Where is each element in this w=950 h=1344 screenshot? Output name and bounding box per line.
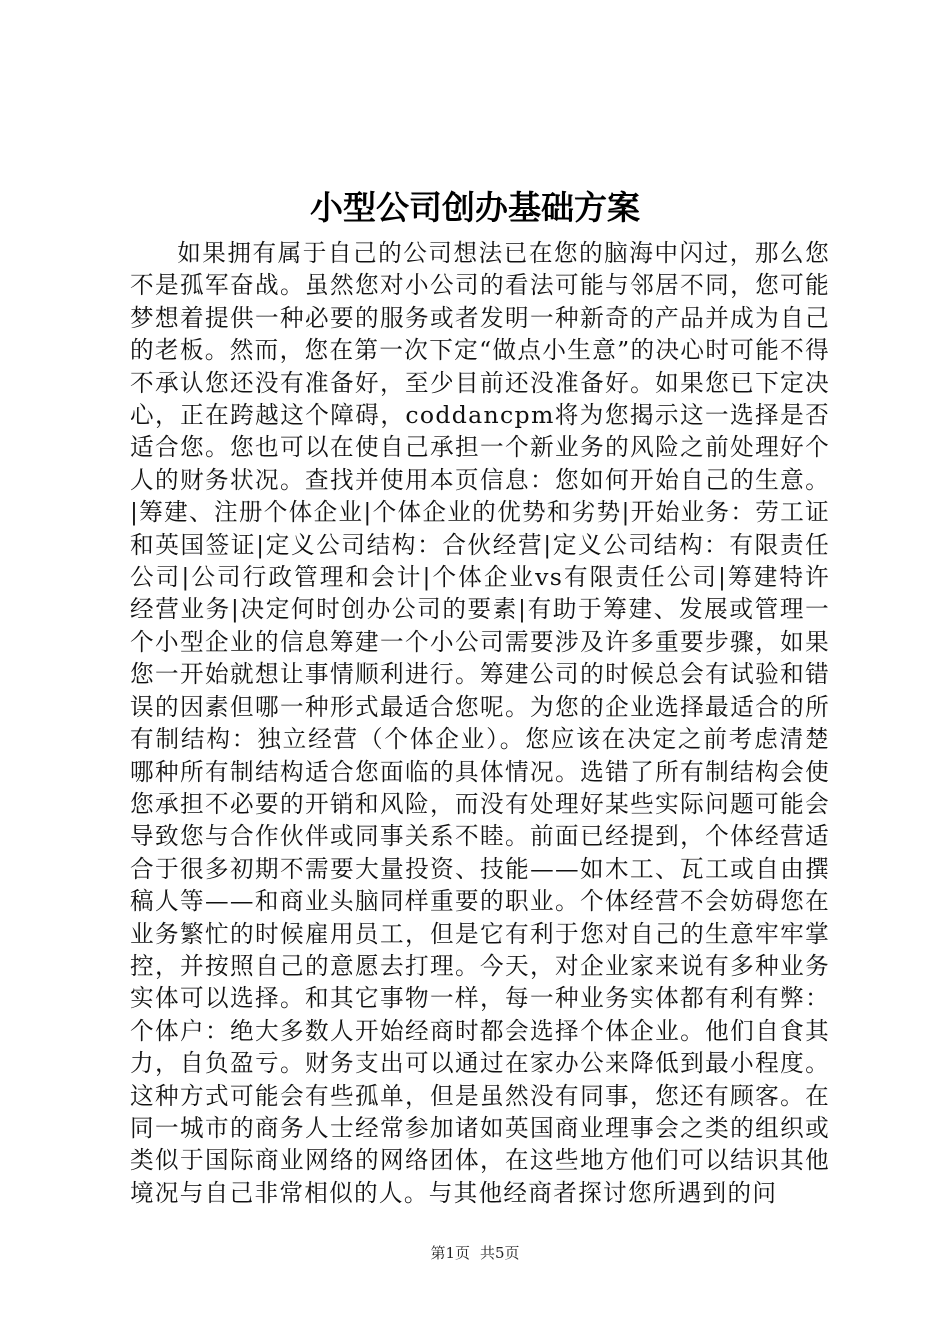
document-body: 如果拥有属于自己的公司想法已在您的脑海中闪过，那么您不是孤军奋战。虽然您对小公司的看法可能与邻居不同，您可能梦想着提供一种必要的服务或者发明一种新奇的产品并成为自己的老板。然而，您在第一次下定“做点小生意”的决心时可能不得不承认您还没有准备好，至少目前还没准备好。如果您已下定决心，正在跨越这个障碍，coddancpm将为您揭示这一选择是否适合您。您也可以在使自己承担一个新业务的风险之前处理好个人的财务状况。查找并使用本页信息：您如何开始自己的生意。|筹建、注册个体企业|个体企业的优势和劣势|开始业务：劳工证和英国签证|定义公司结构：合伙经营|定义公司结构：有限责任公司|公司行政管理和会计|个体企业vs有限责任公司|筹建特许经营业务|决定何时创办公司的要素|有助于筹建、发展或管理一个小型企业的信息筹建一个小公司需要涉及许多重要步骤，如果您一开始就想让事情顺利进行。筹建公司的时候总会有试验和错误的因素但哪一种形式最适合您呢。为您的企业选择最适合的所有制结构：独立经营（个体企业）。您应该在决定之前考虑清楚哪种所有制结构适合您面临的具体情况。选错了所有制结构会使您承担不必要的开销和风险，而没有处理好某些实际问题可能会导致您与合作伙伴或同事关系不睦。前面已经提到，个体经营适合于很多初期不需要大量投资、技能——如木工、瓦工或自由撰稿人等——和商业头脑同样重要的职业。个体经营不会妨碍您在业务繁忙的时候雇用员工，但是它有利于您对自己的生意牢牢掌控，并按照自己的意愿去打理。今天，对企业家来说有多种业务实体可以选择。和其它事物一样，每一种业务实体都有利有弊：个体户：绝大多数人开始经商时都会选择个体企业。他们自食其力，自负盈亏。财务支出可以通过在家办公来降低到最小程度。这种方式可能会有些孤单，但是虽然没有同事，您还有顾客。在同一城市的商务人士经常参加诸如英国商业理事会之类的组织或类似于国际商业网络的网络团体，在这些地方他们可以结识其他境况与自己非常相似的人。与其他经商者探讨您所遇到的问 — [130, 239, 830, 1207]
page-number-total: 共5页 — [480, 1244, 520, 1262]
page-number-current: 第1页 — [430, 1244, 470, 1262]
document-title: 小型公司创办基础方案 — [310, 188, 640, 227]
page-footer — [0, 1242, 950, 1264]
